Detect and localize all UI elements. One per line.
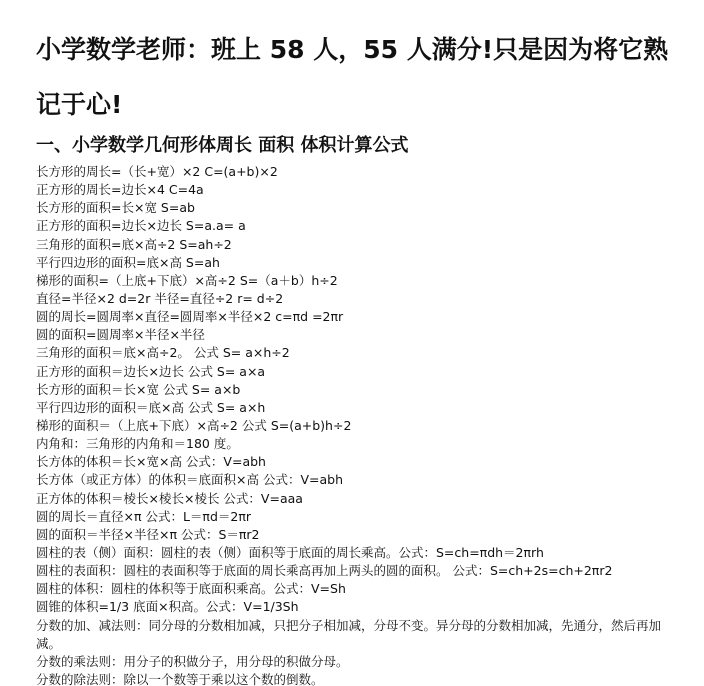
formula-line: 圆的周长＝直径×π 公式：L＝πd＝2πr (36, 508, 252, 524)
formula-line: 长方形的面积＝长×宽 公式 S= a×b (36, 381, 241, 397)
formula-line: 圆柱的表面积：圆柱的表面积等于底面的周长乘高再加上两头的圆的面积。 公式：S=ch+2s=ch+2πr2 (36, 563, 613, 579)
section-heading: 一、小学数学几何形体周长 面积 体积计算公式 (36, 135, 409, 156)
formula-line: 三角形的面积＝底×高÷2。 公式 S= a×h÷2 (36, 345, 290, 361)
formula-line: 圆的周长=圆周率×直径=圆周率×半径×2 c=πd =2πr (36, 309, 344, 325)
formula-line: 分数的乘法则：用分子的积做分子，用分母的积做分母。 (36, 653, 349, 669)
formula-line: 直径=半径×2 d=2r 半径=直径÷2 r= d÷2 (36, 290, 284, 306)
formula-line: 长方形的周长=（长+宽）×2 C=(a+b)×2 (36, 164, 278, 179)
formula-line: 圆柱的体积：圆柱的体积等于底面积乘高。公式：V=Sh (36, 581, 346, 597)
formula-line: 圆柱的表（侧）面积：圆柱的表（侧）面积等于底面的周长乘高。公式：S=ch=πdh＝2πrh (36, 544, 544, 560)
formula-line: 平行四边形的面积=底×高 S=ah (36, 254, 220, 270)
formula-line: 圆的面积=圆周率×半径×半径 (36, 327, 205, 343)
formula-list (36, 163, 672, 686)
formula-line: 梯形的面积＝（上底+下底）×高÷2 公式 S=(a+b)h÷2 (36, 417, 352, 433)
formula-line: 长方形的面积=长×宽 S=ab (36, 200, 195, 216)
formula-line: 长方体的体积＝长×宽×高 公式：V=abh (36, 454, 266, 470)
formula-line: 正方体的体积＝棱长×棱长×棱长 公式：V=aaa (36, 490, 303, 506)
article-title: 小学数学老师：班上 58 人，55 人满分!只是因为将它熟记于心! (36, 35, 669, 119)
formula-line: 长方体（或正方体）的体积＝底面积×高 公式：V=abh (36, 472, 343, 488)
formula-line: 平行四边形的面积＝底×高 公式 S= a×h (36, 399, 266, 415)
formula-line: 正方形的面积=边长×边长 S=a.a= a (36, 218, 246, 234)
formula-line: 梯形的面积=（上底+下底）×高÷2 S=（a＋b）h÷2 (36, 272, 338, 288)
formula-line: 内角和：三角形的内角和＝180 度。 (36, 436, 239, 452)
formula-line: 正方形的面积＝边长×边长 公式 S= a×a (36, 363, 266, 379)
formula-line: 三角形的面积=底×高÷2 S=ah÷2 (36, 236, 232, 252)
formula-line: 分数的除法则：除以一个数等于乘以这个数的倒数。 (36, 671, 324, 686)
formula-line: 分数的加、减法则：同分母的分数相加减，只把分子相加减，分母不变。异分母的分数相加减，先通分，然后再加减。 (36, 617, 662, 651)
formula-line: 圆的面积＝半径×半径×π 公式：S＝πr2 (36, 526, 260, 542)
formula-line: 正方形的周长=边长×4 C=4a (36, 182, 204, 198)
formula-line: 圆锥的体积=1/3 底面×积高。公式：V=1/3Sh (36, 599, 299, 615)
